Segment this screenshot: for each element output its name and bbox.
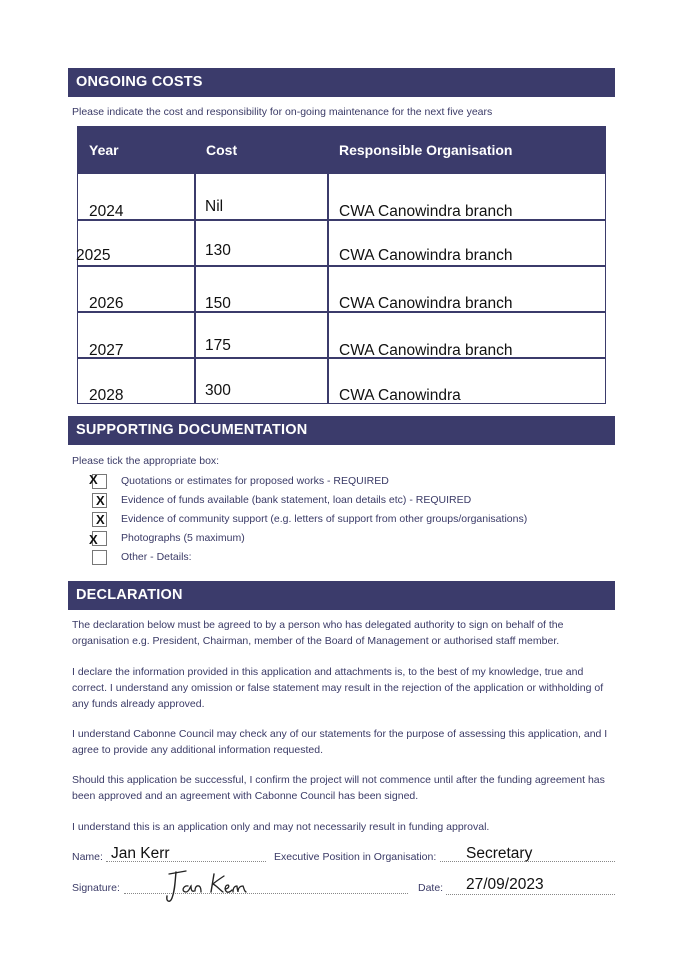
ongoing-costs-header: ONGOING COSTS — [68, 68, 615, 97]
signature-label: Signature: — [72, 882, 120, 894]
declaration-paragraph: I declare the information provided in this application and attachments is, to the best of my knowledge, true and correct. I understand any omission or false statement may result in the rejection of the application or withholding of any funds already approved. — [72, 666, 604, 710]
checkbox-mark: X — [89, 472, 98, 487]
declaration-paragraph: I understand Cabonne Council may check any of our statements for the purpose of assessing this application, and I agree to provide any additional information requested. — [72, 728, 608, 756]
cell-year[interactable]: 2028 — [89, 387, 124, 404]
name-label: Name: — [72, 851, 103, 863]
declaration-paragraph: The declaration below must be agreed to by a person who has delegated authority to sign on behalf of the organisation e.g. President, Chairman, member of the Board of Management or authorised staff member. — [72, 619, 564, 647]
checkbox-label-other: Other - Details: — [121, 551, 192, 563]
checkbox-label-community-support: Evidence of community support (e.g. letters of support from other groups/organisations) — [121, 513, 528, 525]
checkbox-mark: X — [89, 532, 98, 547]
column-divider — [194, 174, 196, 403]
ongoing-costs-table — [77, 126, 606, 404]
checkbox-label-funds: Evidence of funds available (bank statement, loan details etc) - REQUIRED — [121, 494, 472, 506]
handwritten-signature[interactable] — [164, 868, 254, 906]
supporting-instruction: Please tick the appropriate box: — [72, 455, 220, 467]
cell-year[interactable]: 2024 — [89, 203, 124, 220]
checkbox-mark: X — [96, 493, 105, 508]
supporting-documentation-header: SUPPORTING DOCUMENTATION — [68, 416, 615, 445]
cell-cost[interactable]: 130 — [205, 242, 231, 259]
cell-organisation[interactable]: CWA Canowindra branch — [339, 295, 513, 312]
cell-year[interactable]: 2026 — [89, 295, 124, 312]
header-responsible-organisation: Responsible Organisation — [339, 142, 513, 158]
cell-organisation[interactable]: CWA Canowindra branch — [339, 203, 513, 220]
name-field[interactable]: Jan Kerr — [111, 845, 170, 862]
declaration-header: DECLARATION — [68, 581, 615, 610]
checkbox-other[interactable] — [92, 550, 107, 565]
cell-cost[interactable]: 175 — [205, 337, 231, 354]
position-field[interactable]: Secretary — [466, 845, 533, 862]
cell-year[interactable]: 2027 — [89, 342, 124, 359]
cell-organisation[interactable]: CWA Canowindra branch — [339, 342, 513, 359]
checkbox-label-quotations: Quotations or estimates for proposed works - REQUIRED — [121, 475, 389, 487]
cell-organisation[interactable]: CWA Canowindra branch — [339, 247, 513, 264]
header-year: Year — [89, 142, 119, 158]
ongoing-costs-instruction: Please indicate the cost and responsibility for on-going maintenance for the next five years — [72, 106, 493, 118]
date-field[interactable]: 27/09/2023 — [466, 876, 544, 893]
declaration-paragraph: I understand this is an application only and may not necessarily result in funding approval. — [72, 821, 490, 833]
cell-organisation[interactable]: CWA Canowindra — [339, 387, 461, 404]
table-header — [78, 127, 605, 174]
cell-cost[interactable]: Nil — [205, 198, 224, 215]
position-label: Executive Position in Organisation: — [274, 851, 437, 863]
cell-cost[interactable]: 300 — [205, 382, 231, 399]
declaration-paragraph: Should this application be successful, I confirm the project will not commence until after the funding agreement has been approved and an agreement with Cabonne Council has been signed. — [72, 774, 605, 802]
date-label: Date: — [418, 882, 444, 894]
date-field-line — [446, 894, 615, 895]
cell-year[interactable]: 2025 — [76, 247, 111, 264]
column-divider — [327, 174, 329, 403]
cell-cost[interactable]: 150 — [205, 295, 231, 312]
checkbox-mark: X — [96, 512, 105, 527]
checkbox-label-photographs: Photographs (5 maximum) — [121, 532, 245, 544]
row-divider — [78, 265, 605, 267]
header-cost: Cost — [206, 142, 238, 158]
